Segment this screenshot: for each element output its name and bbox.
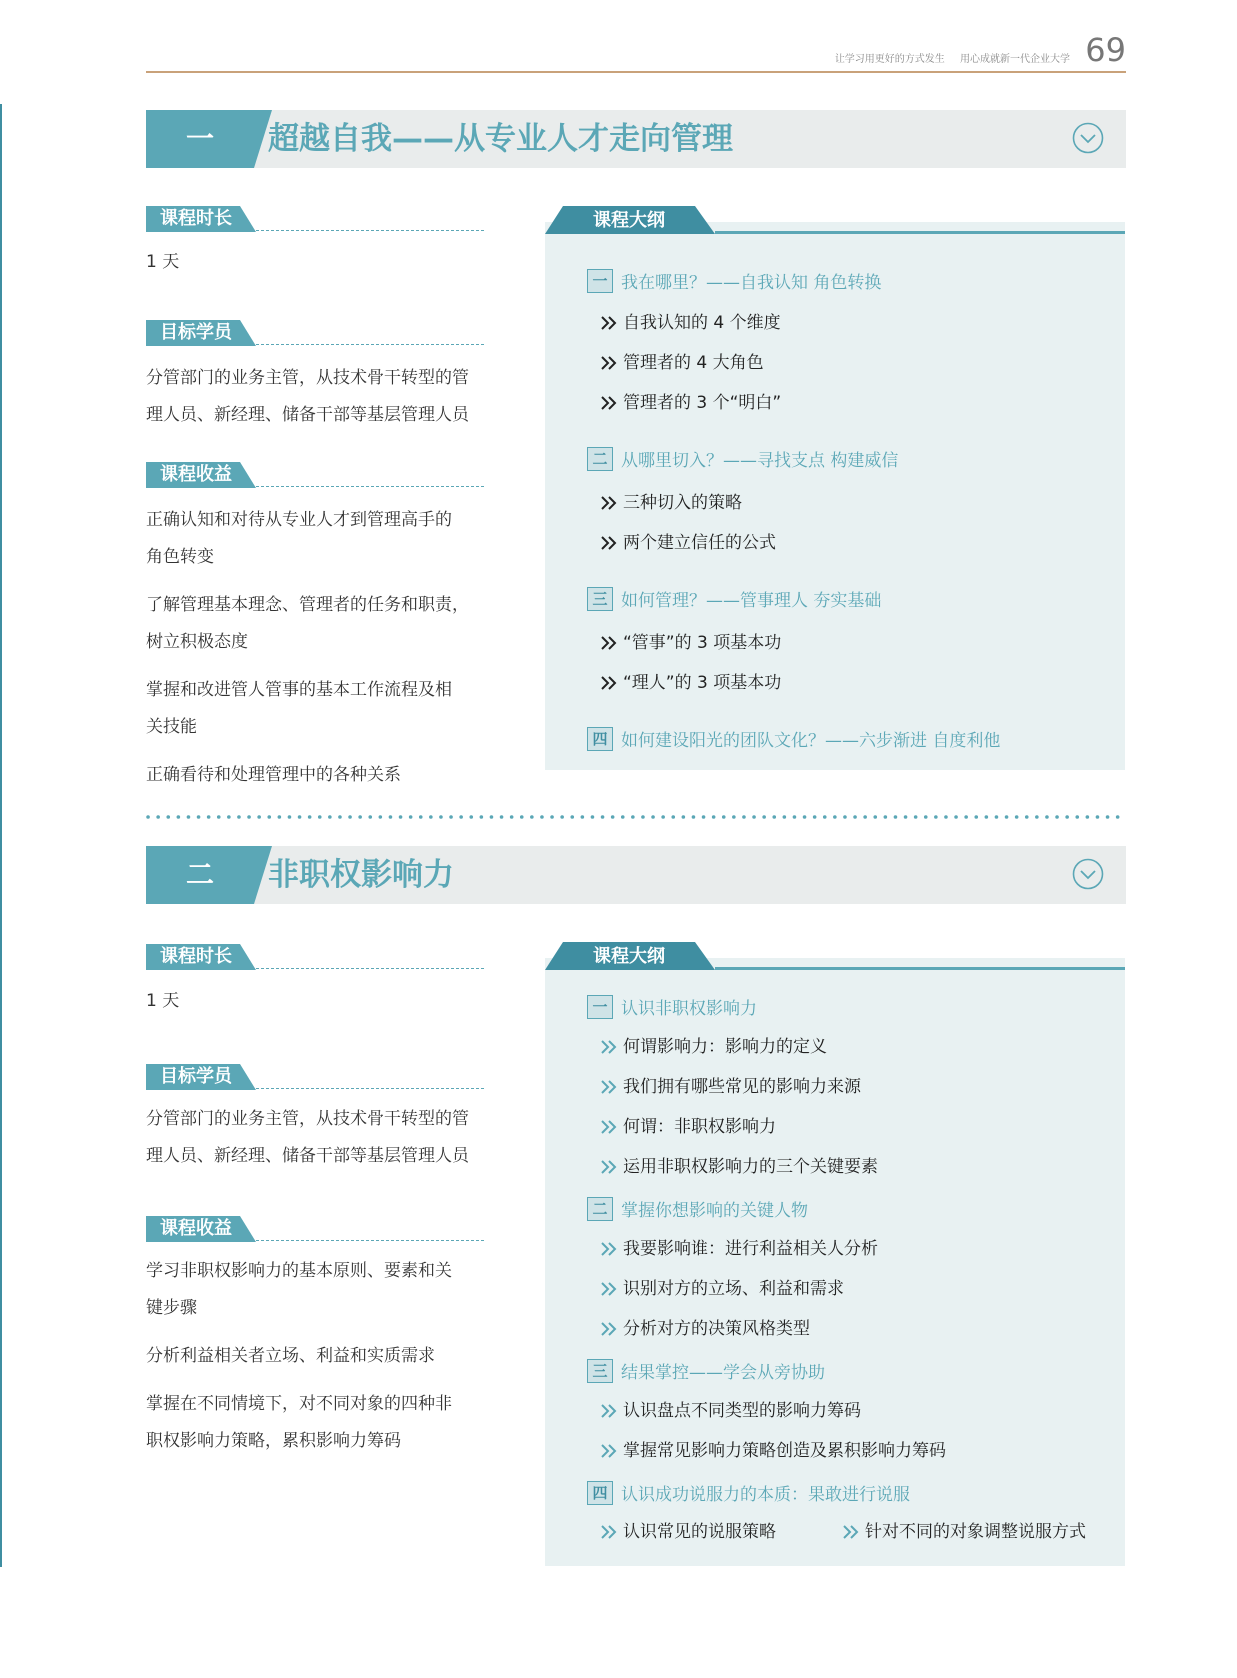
double-chevron-icon: [599, 313, 619, 333]
outline-item: [599, 670, 781, 696]
section-banner-2: [146, 846, 1126, 904]
outline-heading-text: 我在哪里？——自我认知 角色转换: [621, 273, 882, 293]
outline-number-badge: 四: [587, 1481, 613, 1505]
outline-heading: [587, 1358, 825, 1382]
benefit-line: 键步骤: [146, 1298, 197, 1318]
outline-panel-1: [545, 210, 1125, 770]
header-slogans: [823, 50, 1070, 65]
outline-heading-text: 认识成功说服力的本质：果敢进行说服: [621, 1485, 910, 1505]
outline-item: [599, 1034, 827, 1060]
outline-item: [599, 310, 781, 336]
benefits-label-text: 课程收益: [160, 1218, 232, 1239]
outline-item: [599, 1236, 878, 1262]
benefits-list: [146, 1253, 496, 1460]
outline-heading-text: 从哪里切入？——寻找支点 构建威信: [621, 451, 899, 471]
audience-line: 理人员、新经理、储备干部等基层管理人员: [146, 1146, 469, 1166]
outline-item-text: 自我认知的 4 个维度: [623, 313, 781, 333]
outline-item: [599, 1074, 861, 1100]
outline-item: [599, 390, 781, 416]
section-number: 一: [146, 110, 254, 168]
audience-label-text: 目标学员: [160, 1066, 232, 1087]
section-banner-1: [146, 110, 1126, 168]
outline-number-badge: 三: [587, 1359, 613, 1383]
outline-item: [599, 630, 781, 656]
outline-item-text: 管理者的 3 个“明白”: [623, 393, 782, 413]
chevron-down-icon[interactable]: [1072, 858, 1104, 890]
section-title: 非职权影响力: [268, 857, 454, 893]
outline-item: [599, 490, 742, 516]
double-chevron-icon: [599, 533, 619, 553]
audience-value: [146, 1101, 496, 1175]
outline-label: 课程大纲: [593, 210, 665, 231]
outline-item-text: 两个建立信任的公式: [623, 533, 776, 553]
double-chevron-icon: [841, 1522, 861, 1542]
double-chevron-icon: [599, 393, 619, 413]
benefit-line: 树立积极态度: [146, 632, 248, 652]
benefit-line: 掌握在不同情境下，对不同对象的四种非: [146, 1394, 452, 1414]
outline-number-badge: 二: [587, 447, 613, 471]
duration-value: [146, 244, 496, 281]
duration-text: 1 天: [146, 991, 180, 1011]
double-chevron-icon: [599, 1522, 619, 1542]
benefit-line: 关技能: [146, 717, 197, 737]
label-dashed-line: [256, 968, 484, 969]
outline-number-badge: 一: [587, 269, 613, 293]
header-slogan-2: 用心成就新一代企业大学: [960, 54, 1070, 65]
benefit-line: 正确认知和对待从专业人才到管理高手的: [146, 510, 452, 530]
outline-rule: [715, 231, 1125, 234]
outline-heading-text: 如何建设阳光的团队文化？——六步渐进 自度利他: [621, 731, 1001, 751]
audience-line: 分管部门的业务主管，从技术骨干转型的管: [146, 368, 469, 388]
outline-item-text: 分析对方的决策风格类型: [623, 1319, 810, 1339]
double-chevron-icon: [599, 1401, 619, 1421]
label-dashed-line: [256, 344, 484, 345]
outline-item: [599, 1276, 844, 1302]
duration-text: 1 天: [146, 252, 180, 272]
audience-value: [146, 360, 496, 434]
page-number: 69: [1085, 31, 1126, 69]
outline-heading: [587, 726, 1000, 750]
outline-item-text: 运用非职权影响力的三个关键要素: [623, 1157, 878, 1177]
section-number: 二: [146, 846, 254, 904]
outline-item: [599, 1398, 861, 1424]
outline-item-text: 掌握常见影响力策略创造及累积影响力筹码: [623, 1441, 946, 1461]
outline-item: [599, 1519, 776, 1545]
benefits-label-text: 课程收益: [160, 464, 232, 485]
outline-item-text: 管理者的 4 大角色: [623, 353, 764, 373]
outline-item-text: 认识盘点不同类型的影响力筹码: [623, 1401, 861, 1421]
section-title: 超越自我——从专业人才走向管理: [268, 121, 733, 157]
outline-heading-text: 如何管理？——管事理人 夯实基础: [621, 591, 882, 611]
outline-number-badge: 四: [587, 727, 613, 751]
outline-heading-text: 认识非职权影响力: [621, 999, 757, 1019]
outline-heading: [587, 586, 881, 610]
outline-heading: [587, 446, 898, 470]
benefit-line: 正确看待和处理管理中的各种关系: [146, 765, 401, 785]
outline-heading: [587, 994, 757, 1018]
header-slogan-1: 让学习用更好的方式发生: [834, 54, 945, 65]
outline-item: [599, 1316, 810, 1342]
outline-item-text: 我们拥有哪些常见的影响力来源: [623, 1077, 861, 1097]
double-chevron-icon: [599, 673, 619, 693]
label-dashed-line: [256, 1088, 484, 1089]
benefit-line: 掌握和改进管人管事的基本工作流程及相: [146, 680, 452, 700]
double-chevron-icon: [599, 1441, 619, 1461]
outline-number-badge: 二: [587, 1197, 613, 1221]
outline-heading: [587, 268, 881, 292]
left-edge-rule: [0, 104, 2, 1567]
outline-rule: [715, 967, 1125, 970]
benefit-line: 角色转变: [146, 547, 214, 567]
double-chevron-icon: [599, 1037, 619, 1057]
outline-item-text: “理人”的 3 项基本功: [623, 673, 782, 693]
outline-item: [599, 1438, 946, 1464]
outline-item-text: 认识常见的说服策略: [623, 1522, 776, 1542]
double-chevron-icon: [599, 633, 619, 653]
outline-item: [599, 350, 764, 376]
outline-number-badge: 三: [587, 587, 613, 611]
outline-item: [841, 1519, 1086, 1545]
audience-line: 理人员、新经理、储备干部等基层管理人员: [146, 405, 469, 425]
benefit-line: 了解管理基本理念、管理者的任务和职责，: [146, 595, 469, 615]
audience-label-text: 目标学员: [160, 322, 232, 343]
double-chevron-icon: [599, 1279, 619, 1299]
double-chevron-icon: [599, 1157, 619, 1177]
outline-label: 课程大纲: [593, 946, 665, 967]
label-dashed-line: [256, 1240, 484, 1241]
double-chevron-icon: [599, 1077, 619, 1097]
benefits-list: [146, 502, 496, 794]
outline-item-text: 何谓影响力：影响力的定义: [623, 1037, 827, 1057]
outline-item-text: “管事”的 3 项基本功: [623, 633, 782, 653]
outline-item: [599, 1114, 776, 1140]
header-rule: [146, 71, 1126, 73]
double-chevron-icon: [599, 493, 619, 513]
double-chevron-icon: [599, 1239, 619, 1259]
section-divider: [146, 815, 1126, 819]
outline-item-text: 我要影响谁：进行利益相关人分析: [623, 1239, 878, 1259]
double-chevron-icon: [599, 1117, 619, 1137]
double-chevron-icon: [599, 1319, 619, 1339]
duration-label-text: 课程时长: [160, 946, 232, 967]
benefit-line: 职权影响力策略，累积影响力筹码: [146, 1431, 401, 1451]
duration-label-text: 课程时长: [160, 208, 232, 229]
chevron-down-icon[interactable]: [1072, 122, 1104, 154]
outline-heading: [587, 1196, 808, 1220]
outline-item: [599, 530, 776, 556]
outline-item-text: 针对不同的对象调整说服方式: [865, 1522, 1086, 1542]
page-header: [146, 30, 1126, 74]
audience-line: 分管部门的业务主管，从技术骨干转型的管: [146, 1109, 469, 1129]
duration-value: [146, 983, 496, 1020]
outline-number-badge: 一: [587, 995, 613, 1019]
outline-heading: [587, 1480, 910, 1504]
outline-heading-text: 掌握你想影响的关键人物: [621, 1201, 808, 1221]
outline-item-text: 何谓：非职权影响力: [623, 1117, 776, 1137]
benefit-line: 学习非职权影响力的基本原则、要素和关: [146, 1261, 452, 1281]
benefit-line: 分析利益相关者立场、利益和实质需求: [146, 1346, 435, 1366]
double-chevron-icon: [599, 353, 619, 373]
label-dashed-line: [256, 230, 484, 231]
outline-panel-2: [545, 946, 1125, 1566]
outline-item-text: 识别对方的立场、利益和需求: [623, 1279, 844, 1299]
outline-item: [599, 1154, 878, 1180]
outline-heading-text: 结果掌控——学会从旁协助: [621, 1363, 825, 1383]
label-dashed-line: [256, 486, 484, 487]
outline-item-text: 三种切入的策略: [623, 493, 742, 513]
